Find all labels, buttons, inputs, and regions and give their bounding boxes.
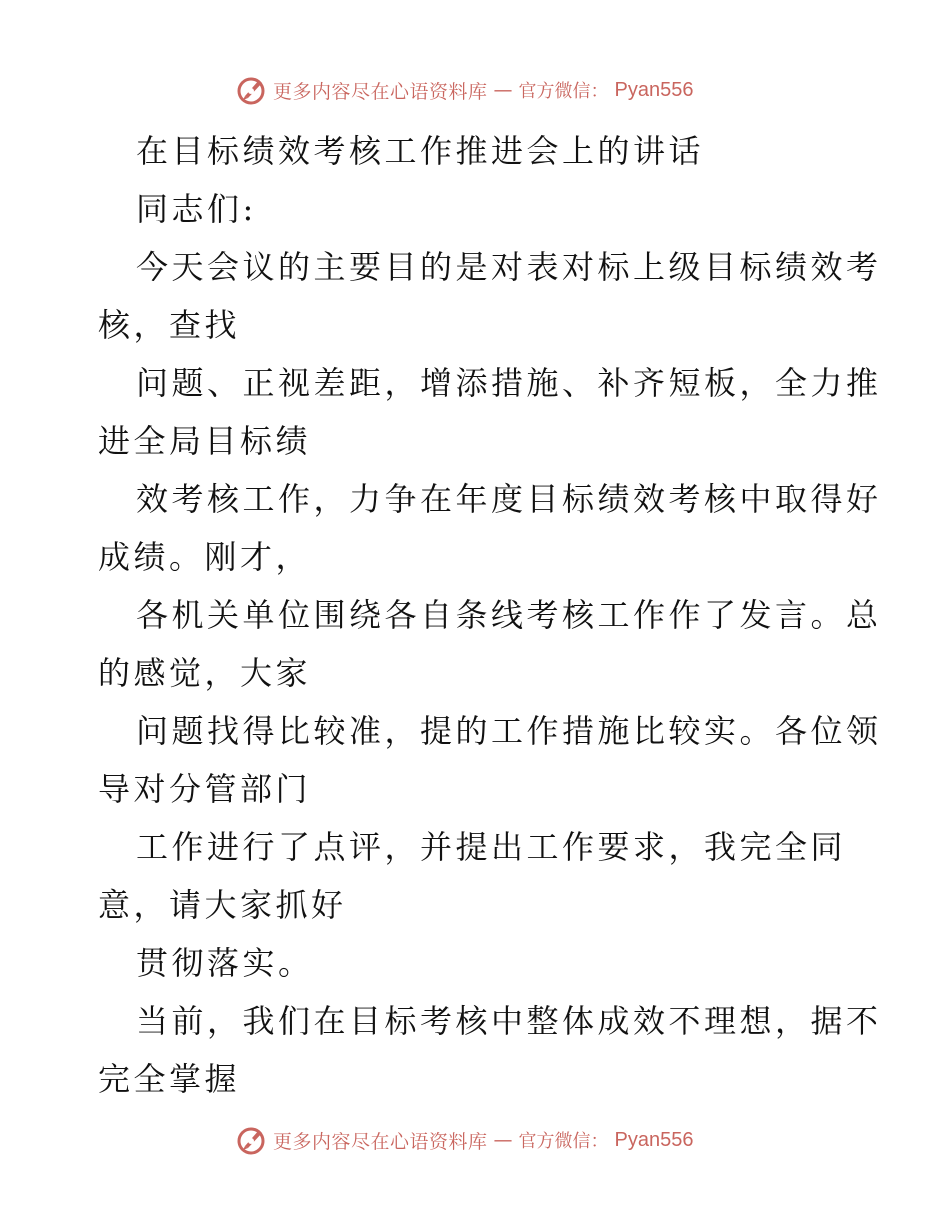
header-watermark — [235, 72, 693, 108]
document-line: 导对分管部门 — [98, 770, 312, 808]
watermark-contact-id: Pyan556 — [614, 78, 694, 101]
quill-pen-logo-icon — [235, 1124, 267, 1156]
document-line: 意，请大家抓好 — [98, 886, 347, 924]
document-line: 同志们: — [136, 190, 257, 228]
watermark-contact-label: 官方微信： — [518, 81, 609, 102]
document-line: 当前，我们在目标考核中整体成效不理想，据不 — [136, 1002, 882, 1040]
document-line: 的感觉，大家 — [98, 654, 312, 692]
watermark-separator: — — [493, 79, 513, 101]
document-line: 今天会议的主要目的是对表对标上级目标绩效考 — [136, 248, 882, 286]
document-line: 在目标绩效考核工作推进会上的讲话 — [136, 132, 705, 170]
watermark-brand: 更多内容尽在心语资料库 — [273, 1130, 488, 1153]
document-line: 工作进行了点评，并提出工作要求，我完全同 — [136, 828, 847, 866]
quill-pen-logo-icon — [235, 74, 267, 106]
document-line: 进全局目标绩 — [98, 422, 312, 460]
watermark-separator: — — [493, 1129, 513, 1151]
document-line: 贯彻落实。 — [136, 944, 314, 982]
document-body — [98, 122, 882, 1108]
watermark-brand: 更多内容尽在心语资料库 — [273, 80, 488, 103]
document-line: 完全掌握 — [98, 1060, 241, 1098]
document-line: 各机关单位围绕各自条线考核工作作了发言。总 — [136, 596, 882, 634]
document-line: 问题找得比较准，提的工作措施比较实。各位领 — [136, 712, 882, 750]
document-line: 核，查找 — [98, 306, 241, 344]
watermark-contact-label: 官方微信： — [518, 1131, 609, 1152]
document-line: 效考核工作，力争在年度目标绩效考核中取得好 — [136, 480, 882, 518]
watermark-contact-id: Pyan556 — [614, 1128, 694, 1151]
footer-watermark — [235, 1122, 693, 1158]
document-line: 成绩。刚才， — [98, 538, 312, 576]
document-line: 问题、正视差距，增添措施、补齐短板，全力推 — [136, 364, 882, 402]
